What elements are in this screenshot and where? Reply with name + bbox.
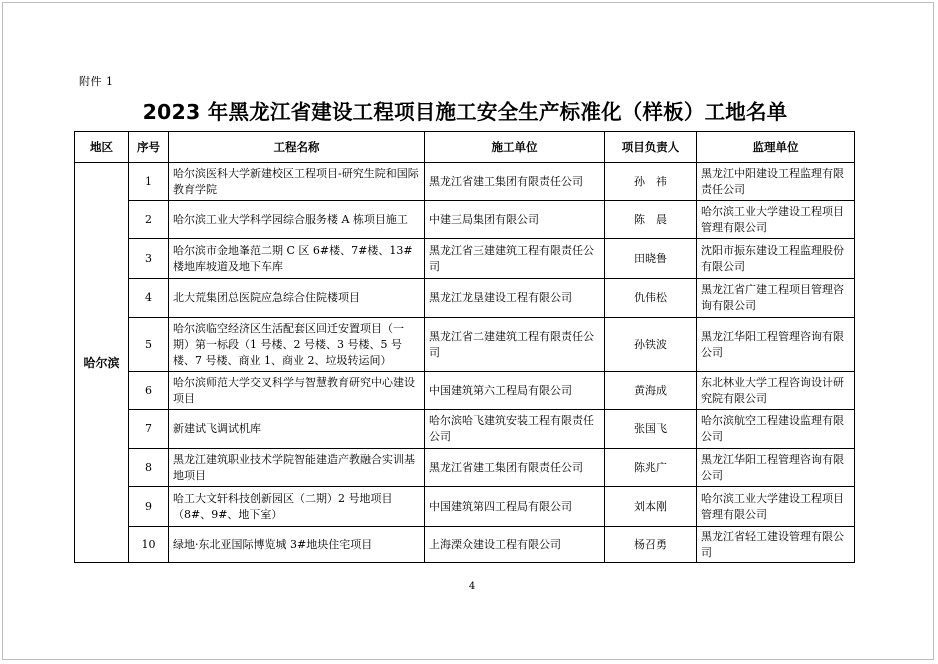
- supervisor: 东北林业大学工程咨询设计研究院有限公司: [697, 372, 855, 410]
- project-manager: 田晓鲁: [605, 239, 697, 279]
- project-name: 北大荒集团总医院应急综合住院楼项目: [169, 279, 425, 318]
- supervisor: 黑龙江省广建工程项目管理咨询有限公司: [697, 279, 855, 318]
- supervisor: 沈阳市振东建设工程监理股份有限公司: [697, 239, 855, 279]
- contractor: 黑龙江省建工集团有限责任公司: [425, 163, 605, 201]
- table-row: [75, 372, 855, 410]
- row-number: 2: [129, 201, 169, 239]
- row-number: 9: [129, 487, 169, 527]
- table-row: [75, 318, 855, 372]
- row-number: 1: [129, 163, 169, 201]
- project-manager: 孙 祎: [605, 163, 697, 201]
- row-number: 7: [129, 410, 169, 449]
- project-name: 绿地·东北亚国际博览城 3#地块住宅项目: [169, 527, 425, 563]
- project-manager: 刘本刚: [605, 487, 697, 527]
- row-number: 8: [129, 449, 169, 487]
- header-contractor: 施工单位: [425, 132, 605, 163]
- row-number: 4: [129, 279, 169, 318]
- contractor: 黑龙江龙垦建设工程有限公司: [425, 279, 605, 318]
- page-number: 4: [468, 581, 476, 592]
- project-name: 哈尔滨工业大学科学园综合服务楼 A 栋项目施工: [169, 201, 425, 239]
- table-row: [75, 163, 855, 201]
- region-cell: 哈尔滨: [75, 163, 129, 563]
- table-row: [75, 410, 855, 449]
- site-list-table: [74, 131, 855, 563]
- project-name: 哈尔滨市金地峯范二期 C 区 6#楼、7#楼、13#楼地库坡道及地下车库: [169, 239, 425, 279]
- table-row: [75, 527, 855, 563]
- project-manager: 仇伟松: [605, 279, 697, 318]
- contractor: 中国建筑第六工程局有限公司: [425, 372, 605, 410]
- attachment-label: 附件 1: [79, 75, 114, 88]
- header-project: 工程名称: [169, 132, 425, 163]
- project-name: 哈工大文轩科技创新园区（二期）2 号地项目（8#、9#、地下室）: [169, 487, 425, 527]
- project-manager: 孙铁波: [605, 318, 697, 372]
- project-name: 黑龙江建筑职业技术学院智能建造产教融合实训基地项目: [169, 449, 425, 487]
- contractor: 哈尔滨哈飞建筑安装工程有限责任公司: [425, 410, 605, 449]
- project-name: 哈尔滨医科大学新建校区工程项目-研究生院和国际教育学院: [169, 163, 425, 201]
- contractor: 黑龙江省二建建筑工程有限责任公司: [425, 318, 605, 372]
- supervisor: 黑龙江省轻工建设管理有限公司: [697, 527, 855, 563]
- project-name: 哈尔滨临空经济区生活配套区回迁安置项目（一期）第一标段（1 号楼、2 号楼、3 号楼、5 号楼、7 号楼、商业 1、商业 2、垃圾转运间）: [169, 318, 425, 372]
- row-number: 3: [129, 239, 169, 279]
- document-page: [2, 2, 934, 660]
- contractor: 中国建筑第四工程局有限公司: [425, 487, 605, 527]
- header-number: 序号: [129, 132, 169, 163]
- table-row: [75, 487, 855, 527]
- project-manager: 杨召勇: [605, 527, 697, 563]
- supervisor: 哈尔滨工业大学建设工程项目管理有限公司: [697, 487, 855, 527]
- row-number: 5: [129, 318, 169, 372]
- project-manager: 陈兆广: [605, 449, 697, 487]
- project-manager: 张国飞: [605, 410, 697, 449]
- header-manager: 项目负责人: [605, 132, 697, 163]
- project-manager: 陈 晨: [605, 201, 697, 239]
- row-number: 10: [129, 527, 169, 563]
- project-name: 哈尔滨师范大学交叉科学与智慧教育研究中心建设项目: [169, 372, 425, 410]
- contractor: 中建三局集团有限公司: [425, 201, 605, 239]
- supervisor: 黑龙江华阳工程管理咨询有限公司: [697, 318, 855, 372]
- table-row: [75, 279, 855, 318]
- project-name: 新建试飞调试机库: [169, 410, 425, 449]
- supervisor: 黑龙江中阳建设工程监理有限责任公司: [697, 163, 855, 201]
- table-row: [75, 239, 855, 279]
- supervisor: 哈尔滨工业大学建设工程项目管理有限公司: [697, 201, 855, 239]
- row-number: 6: [129, 372, 169, 410]
- table-row: [75, 201, 855, 239]
- page-title: 2023 年黑龙江省建设工程项目施工安全生产标准化（样板）工地名单: [142, 100, 788, 124]
- header-region: 地区: [75, 132, 129, 163]
- contractor: 黑龙江省三建建筑工程有限责任公司: [425, 239, 605, 279]
- supervisor: 哈尔滨航空工程建设监理有限公司: [697, 410, 855, 449]
- supervisor: 黑龙江华阳工程管理咨询有限公司: [697, 449, 855, 487]
- table-row: [75, 449, 855, 487]
- contractor: 黑龙江省建工集团有限责任公司: [425, 449, 605, 487]
- contractor: 上海溧众建设工程有限公司: [425, 527, 605, 563]
- project-manager: 黄海成: [605, 372, 697, 410]
- table-header-row: [75, 132, 855, 163]
- header-supervisor: 监理单位: [697, 132, 855, 163]
